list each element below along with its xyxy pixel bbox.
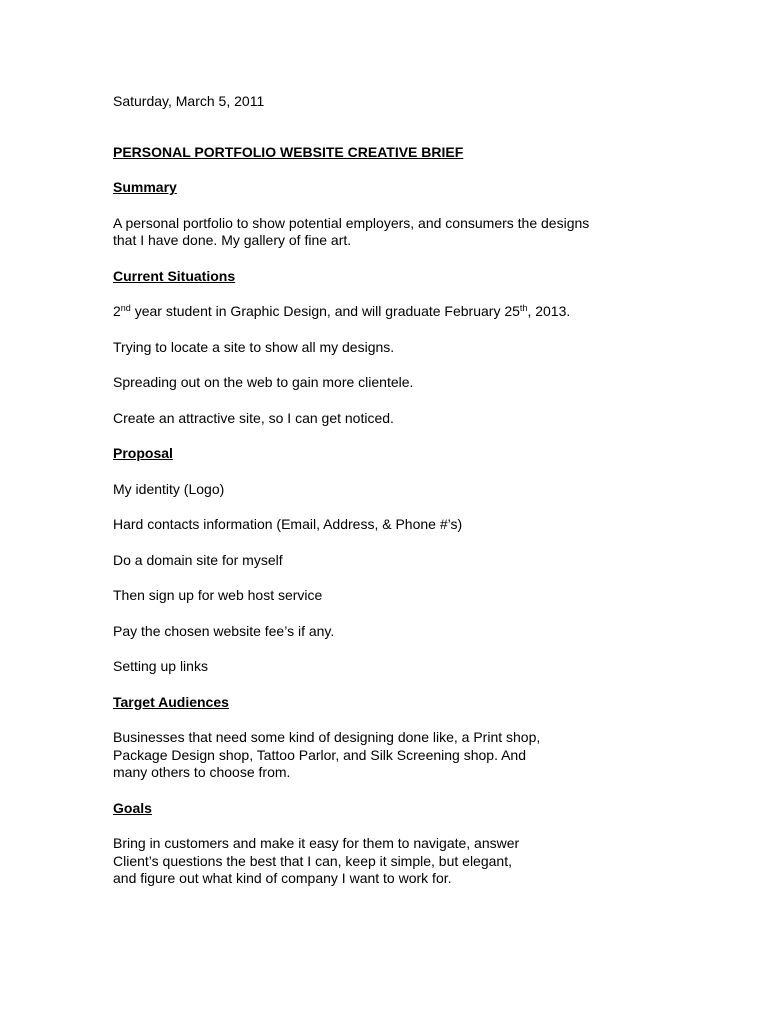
goals-line: and figure out what kind of company I want to work for.	[113, 870, 452, 886]
summary-line: that I have done. My gallery of fine art.	[113, 232, 352, 248]
audiences-line: many others to choose from.	[113, 764, 291, 780]
target-audiences-paragraph	[113, 729, 653, 782]
summary-paragraph	[113, 215, 653, 250]
proposal-heading: Proposal	[113, 445, 173, 461]
summary-line: A personal portfolio to show potential employers, and consumers the designs	[113, 214, 590, 231]
proposal-item: Setting up links	[113, 658, 208, 674]
proposal-item: Pay the chosen website fee’s if any.	[113, 622, 335, 639]
superscript: th	[519, 303, 528, 313]
proposal-item: Then sign up for web host service	[113, 587, 323, 603]
document-title: PERSONAL PORTFOLIO WEBSITE CREATIVE BRIEF	[113, 143, 464, 160]
current-situation-item	[113, 303, 653, 321]
text-fragment: , 2013.	[527, 303, 571, 319]
document-body	[113, 93, 653, 888]
current-situation-item: Spreading out on the web to gain more clientele.	[113, 374, 414, 390]
proposal-item: Hard contacts information (Email, Address, & Phone #’s)	[113, 516, 463, 532]
document-date: Saturday, March 5, 2011	[113, 93, 265, 109]
text-fragment: 2	[113, 303, 121, 319]
proposal-item: Do a domain site for myself	[113, 551, 283, 568]
current-situations-heading: Current Situations	[113, 267, 236, 284]
goals-paragraph	[113, 835, 653, 888]
current-situation-item: Create an attractive site, so I can get noticed.	[113, 409, 394, 426]
text-fragment: year student in Graphic Design, and will graduate February 25	[130, 303, 520, 319]
goals-line: Bring in customers and make it easy for them to navigate, answer	[113, 835, 520, 851]
audiences-line: Package Design shop, Tattoo Parlor, and Silk Screening shop. And	[113, 746, 527, 763]
target-audiences-heading: Target Audiences	[113, 693, 229, 710]
current-situation-item: Trying to locate a site to show all my designs.	[113, 338, 395, 355]
summary-heading: Summary	[113, 179, 177, 195]
goals-line: Client’s questions the best that I can, keep it simple, but elegant,	[113, 852, 512, 869]
superscript: nd	[120, 303, 131, 313]
proposal-item: My identity (Logo)	[113, 480, 225, 497]
audiences-line: Businesses that need some kind of designing done like, a Print shop,	[113, 729, 541, 745]
goals-heading: Goals	[113, 799, 152, 816]
